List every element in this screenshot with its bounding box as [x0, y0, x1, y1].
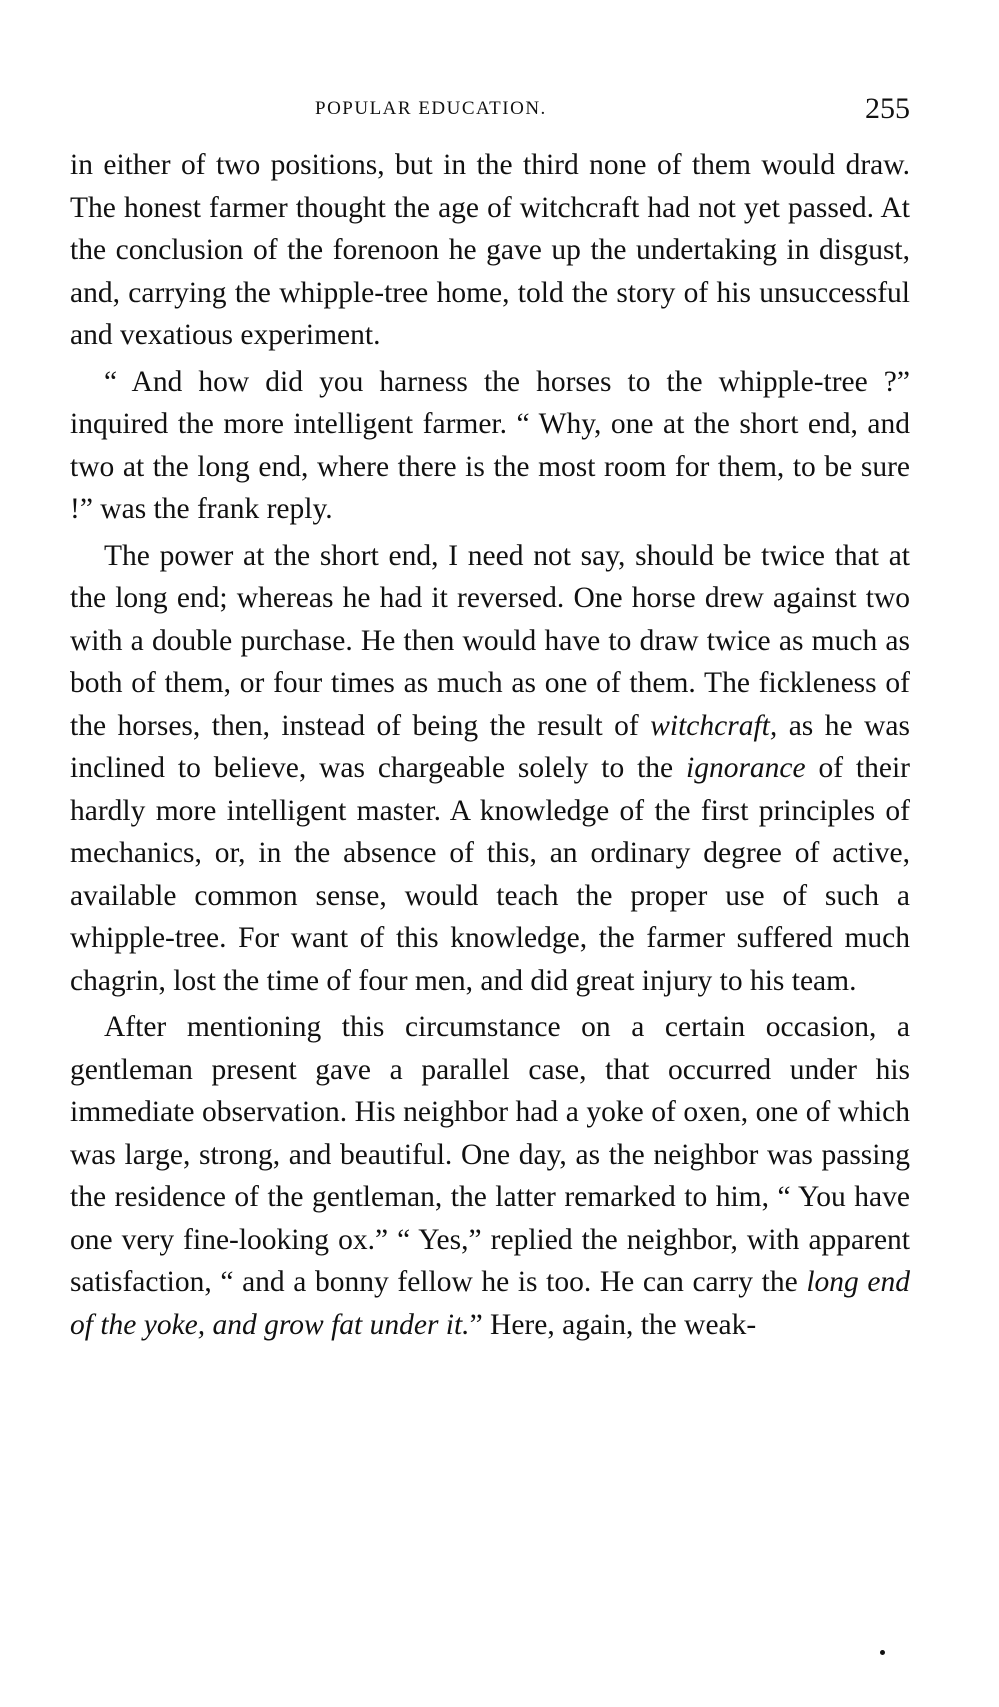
- paragraph-1: [70, 144, 910, 357]
- paragraph-3-italic-ignorance: ignorance: [686, 752, 806, 784]
- paragraph-4-italic-quote: long end of the yoke, and grow fat under it.: [70, 1266, 910, 1341]
- paragraph-2-text: “ And how did you harness the horses to the whipple-tree ?” inquired the more intelligent farmer. “ Why, one at the short end, and two at the long end, where there is the most room for them, to be sure !” was the frank reply.: [70, 365, 910, 525]
- paragraph-4-text-c: ” Here, again, the weak-: [469, 1308, 757, 1341]
- paragraph-1-text: in either of two positions, but in the third none of them would draw. The honest farmer thought the age of witchcraft had not yet passed. At the conclusion of the forenoon he gave up the undertaking in disgust, and, carrying the whipple-tree home, told the story of his unsuccessful and vexatious experiment.: [70, 149, 910, 351]
- paragraph-3-text-c: as he was inclined to believe, was chargeable solely to the: [70, 709, 910, 784]
- body-text: [70, 144, 910, 1350]
- running-title: POPULAR EDUCATION.: [315, 98, 547, 119]
- page-header: [70, 92, 910, 132]
- printer-mark: [880, 1650, 885, 1655]
- paragraph-2: [70, 361, 910, 531]
- paragraph-3: [70, 535, 910, 1003]
- paragraph-4-text-a: After mentioning this circumstance on a certain occasion, a gentleman present gave a parallel case, that occurred under his immediate observation. His neighbor had a yoke of oxen, one of which was large, strong, and beautiful. One day, as the neighbor was passing the residence of the gentleman, the latter remarked to him, “ You have one very fine-looking ox.” “ Yes,” replied the neighbor, with apparent satisfaction, “ and a bonny fellow he is too. He can carry the: [70, 1011, 910, 1298]
- paragraph-3-italic-witchcraft: witchcraft,: [650, 709, 778, 742]
- paragraph-4: [70, 1006, 910, 1346]
- page-number: 255: [865, 92, 910, 125]
- paragraph-3-text-a: The power at the short end, I need not say, should be twice that at the long end; whereas he had it reversed. One horse drew against two with a double purchase. He then would have to draw twice as much as both of them, or four times as much as one of them. The fickleness of the horses, then, instead of being the result of: [70, 539, 910, 742]
- paragraph-3-text-e: of their hardly more intelligent master. A knowledge of the first principles of mechanics, or, in the absence of this, an ordinary degree of active, available common sense, would teach the proper use of such a whipple-tree. For want of this knowledge, the farmer suffered much chagrin, lost the time of four men, and did great injury to his team.: [70, 752, 910, 997]
